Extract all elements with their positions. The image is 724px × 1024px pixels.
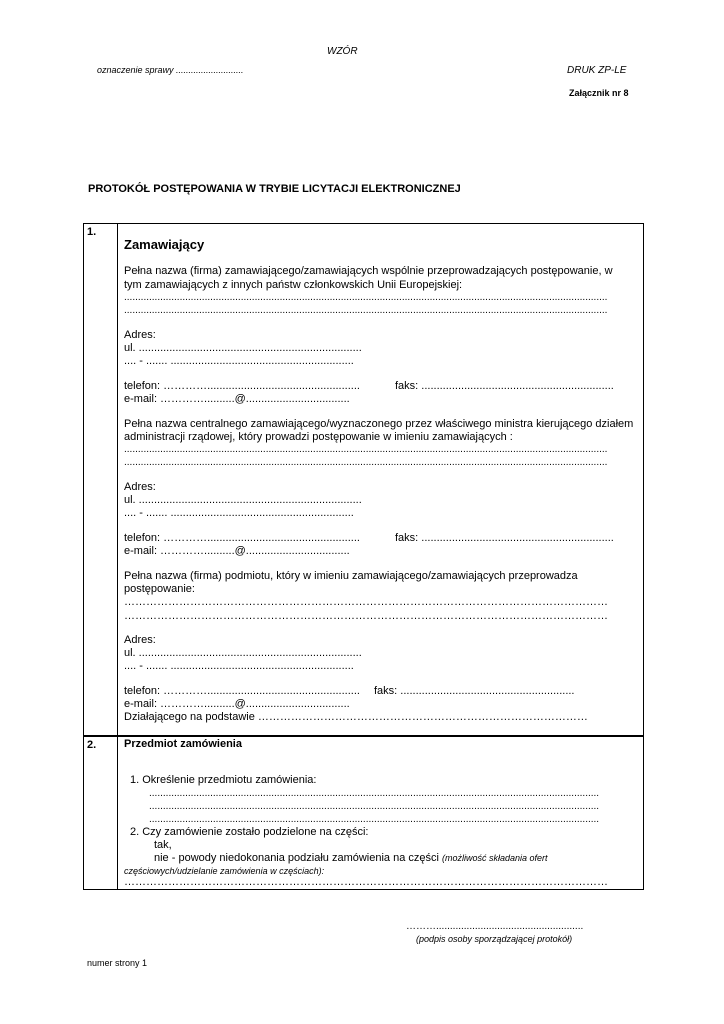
option-no-note: (możliwość składania ofert — [442, 853, 548, 863]
no-division-reason-field[interactable]: …………………………………………………………………………………………………………………… — [124, 876, 608, 888]
entity-postal-code-field[interactable]: .... - ....... ............................................................ — [124, 660, 354, 672]
subject-definition-label: 1. Określenie przedmiotu zamówienia: — [130, 774, 317, 786]
entity-address-label: Adres: — [124, 634, 156, 646]
section-2-heading: Przedmiot zamówienia — [124, 738, 242, 750]
address-label: Adres: — [124, 329, 156, 341]
central-name-field-line1[interactable]: .............................................................................................................................................................................. — [124, 444, 608, 455]
option-no-note-line2: częściowych/udzielanie zamówienia w częściach): — [124, 866, 325, 876]
section-divider — [83, 735, 643, 737]
entity-label-line2: postępowanie: — [124, 583, 195, 595]
subject-field-line1[interactable]: .................................................................................................................................................................. — [149, 788, 600, 799]
full-name-label-line1: Pełna nazwa (firma) zamawiającego/zamawiających wspólnie przeprowadzających postępowanie, w — [124, 265, 613, 277]
case-number-field: oznaczenie sprawy ........................... — [97, 65, 244, 75]
central-phone-field[interactable]: telefon: ………….................................................. — [124, 532, 360, 544]
central-name-field-line2[interactable]: .............................................................................................................................................................................. — [124, 457, 608, 468]
option-no-text: nie - powody niedokonania podziału zamówienia na części — [154, 852, 439, 864]
fax-field[interactable]: faks: ............................................................... — [395, 380, 614, 392]
form-code: DRUK ZP-LE — [567, 65, 627, 76]
central-label-line2: administracji rządowej, który prowadzi postępowanie w imieniu zamawiających : — [124, 431, 513, 443]
central-email-field[interactable]: e-mail: …………..........@.................................. — [124, 545, 350, 557]
entity-email-field[interactable]: e-mail: …………..........@.................................. — [124, 698, 350, 710]
entity-fax-field[interactable]: faks: ......................................................... — [374, 685, 575, 697]
option-yes[interactable]: tak, — [154, 839, 172, 851]
central-label-line1: Pełna nazwa centralnego zamawiającego/wyznaczonego przez właściwego ministra kierującego działem — [124, 418, 634, 430]
signature-caption: (podpis osoby sporządzającej protokół) — [416, 934, 573, 944]
division-question: 2. Czy zamówienie zostało podzielone na części: — [130, 826, 369, 838]
email-field[interactable]: e-mail: …………..........@.................................. — [124, 393, 350, 405]
section-2-number: 2. — [87, 739, 97, 751]
subject-field-line3[interactable]: .................................................................................................................................................................. — [149, 814, 600, 825]
number-column-divider — [117, 223, 118, 889]
entity-name-field-line1[interactable]: …………………………………………………………………………………………………………………… — [124, 596, 608, 608]
legal-basis-field[interactable]: Działającego na podstawie ……………………………………………………………………………… — [124, 711, 588, 723]
entity-phone-field[interactable]: telefon: ………….................................................. — [124, 685, 360, 697]
section-1-heading: Zamawiający — [124, 237, 205, 252]
wzor-label: WZÓR — [327, 46, 358, 57]
page-number: numer strony 1 — [87, 958, 148, 968]
street-field[interactable]: ul. ......................................................................... — [124, 342, 362, 354]
phone-field[interactable]: telefon: ………….................................................. — [124, 380, 360, 392]
full-name-field-line1[interactable]: .............................................................................................................................................................................. — [124, 292, 608, 303]
option-no[interactable] — [154, 852, 548, 864]
central-fax-field[interactable]: faks: ............................................................... — [395, 532, 614, 544]
entity-street-field[interactable]: ul. ......................................................................... — [124, 647, 362, 659]
central-postal-code-field[interactable]: .... - ....... ............................................................ — [124, 507, 354, 519]
full-name-label-line2: tym zamawiających z innych państw członkowskich Unii Europejskiej: — [124, 279, 463, 291]
full-name-field-line2[interactable]: .............................................................................................................................................................................. — [124, 305, 608, 316]
central-street-field[interactable]: ul. ......................................................................... — [124, 494, 362, 506]
entity-name-field-line2[interactable]: …………………………………………………………………………………………………………………… — [124, 610, 608, 622]
attachment-label: Załącznik nr 8 — [569, 88, 629, 98]
subject-field-line2[interactable]: .................................................................................................................................................................. — [149, 801, 600, 812]
page-title: PROTOKÓŁ POSTĘPOWANIA W TRYBIE LICYTACJI ELEKTRONICZNEJ — [88, 183, 461, 195]
signature-line[interactable]: ………..................................................... — [406, 921, 584, 932]
section-1-number: 1. — [87, 226, 97, 238]
central-address-label: Adres: — [124, 481, 156, 493]
postal-code-field[interactable]: .... - ....... ............................................................ — [124, 355, 354, 367]
entity-label-line1: Pełna nazwa (firma) podmiotu, który w imieniu zamawiającego/zamawiających przeprowadza — [124, 570, 578, 582]
